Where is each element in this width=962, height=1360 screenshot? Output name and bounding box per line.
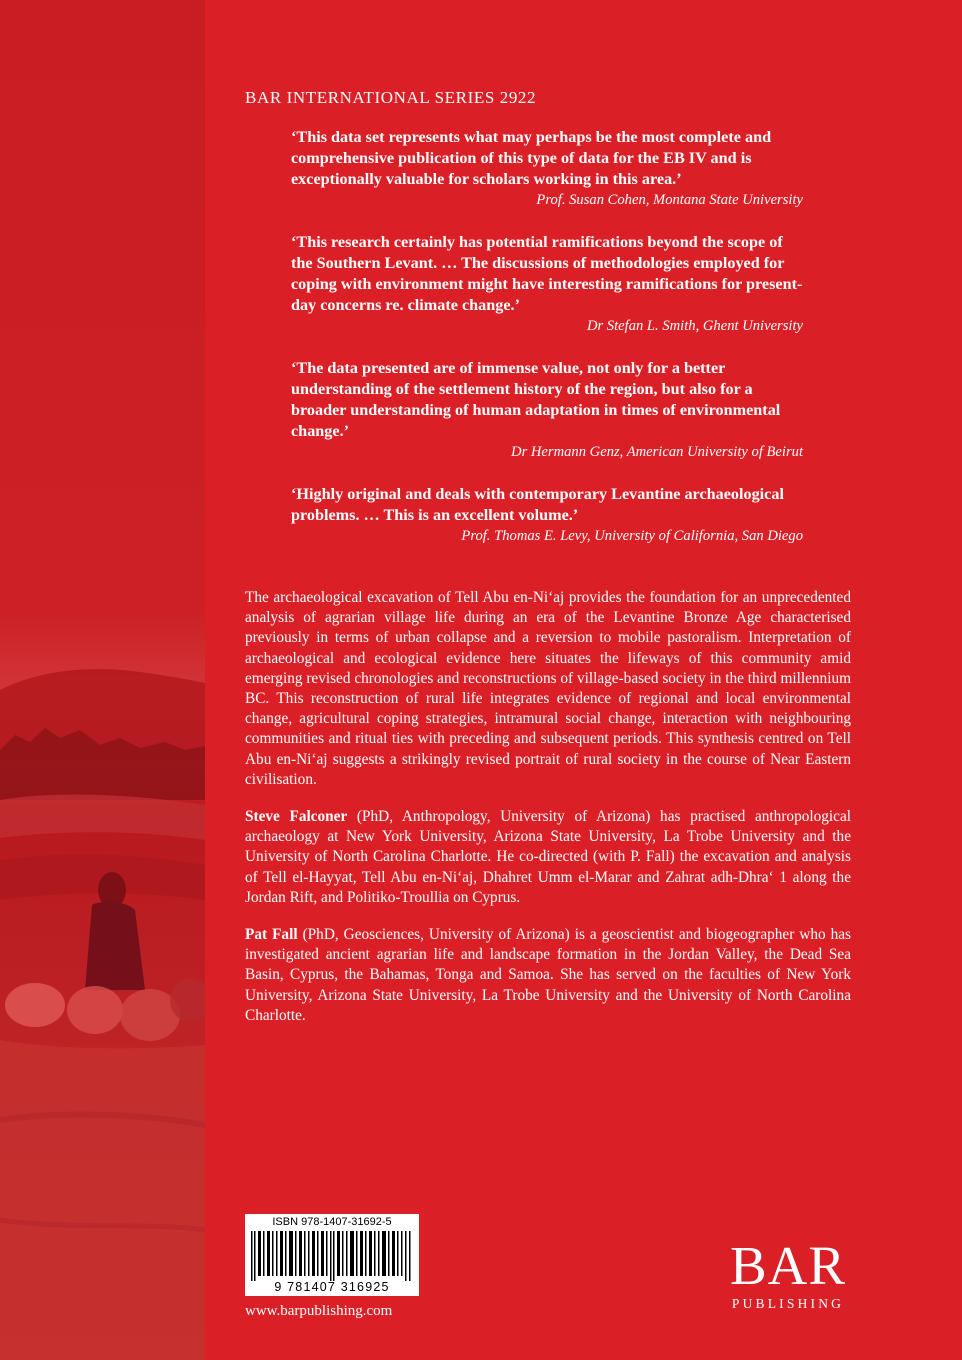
blurb — [245, 588, 851, 1043]
quote-text: ‘Highly original and deals with contemporary Levantine archaeological problems. … This is an excellent volume.’ — [291, 485, 784, 524]
isbn-digits: 9 781407 316925 — [274, 1280, 390, 1294]
quote-text: ‘This research certainly has potential ramifications beyond the scope of the Southern Levant. … The discussions of methodologies employed for coping with environment might have interesting ramifications for present-day concerns re. climate change.’ — [291, 233, 803, 314]
author-name: Pat Fall — [245, 926, 298, 944]
quote-attribution: Dr Hermann Genz, American University of Beirut — [511, 444, 803, 460]
quote-text: ‘The data presented are of immense value, not only for a better understanding of the settlement history of the region, but also for a broader understanding of human adaptation in times of environmental change.’ — [291, 359, 781, 440]
quote-text: ‘This data set represents what may perhaps be the most complete and comprehensive publication of this type of data for the EB IV and is exceptionally valuable for scholars working in this area.’ — [291, 128, 772, 188]
barcode-icon — [251, 1231, 413, 1281]
series-title: BAR INTERNATIONAL SERIES 2922 — [245, 88, 537, 107]
author-bio — [245, 925, 851, 1026]
book-description: The archaeological excavation of Tell Abu en-Ni‘aj provides the foundation for an unprecedented analysis of agrarian village life during an era of the Levantine Bronze Age characterised previously in terms of urban collapse and a reversion to mobile pastoralism. Interpretation of archaeological and ecological evidence here situates the lifeways of this community amid emerging revised chronologies and reconstructions of village-based society in the third millennium BC. This reconstruction of rural life integrates evidence of regional and local environmental change, agricultural coping strategies, intramural social change, interaction with neighbouring communities and ritual ties with preceding and subsequent periods. This synthesis centred on Tell Abu en-Ni‘aj suggests a strikingly revised portrait of rural society in the course of Near Eastern civilisation. — [245, 589, 851, 788]
endorsements — [291, 127, 803, 568]
quote-attribution: Prof. Thomas E. Levy, University of California, San Diego — [461, 528, 803, 544]
cover-photo-band — [0, 0, 205, 1360]
quote-attribution: Dr Stefan L. Smith, Ghent University — [586, 318, 803, 334]
endorsement-quote — [291, 127, 803, 210]
author-bio-text: (PhD, Geosciences, University of Arizona) is a geoscientist and biogeographer who has investigated ancient agrarian life and landscape formation in the Jordan Valley, the Dead Sea Basin, Cyprus, the Bahamas, Tonga and Samoa. She has served on the faculties of New York University, Arizona State University, La Trobe University and the University of North Carolina Charlotte. — [245, 926, 852, 1024]
endorsement-quote — [291, 484, 803, 546]
isbn-barcode — [245, 1214, 419, 1296]
landscape-photo — [0, 0, 205, 1360]
author-bio — [245, 807, 851, 908]
logo-sub-text: PUBLISHING — [731, 1296, 845, 1311]
publisher-website[interactable]: www.barpublishing.com — [245, 1303, 393, 1319]
isbn-label: ISBN 978-1407-31692-5 — [272, 1216, 392, 1228]
author-name: Steve Falconer — [245, 808, 348, 826]
bar-publishing-logo — [722, 1235, 854, 1312]
logo-main-text: BAR — [729, 1235, 847, 1296]
endorsement-quote — [291, 232, 803, 336]
author-bio-text: (PhD, Anthropology, University of Arizona) has practised anthropological archaeology at New York University, Arizona State University, La Trobe University and the University of North Carolina Charlotte. He co-directed (with P. Fall) the excavation and analysis of Tell el-Hayyat, Tell Abu en-Ni‘aj, Dhahret Umm el-Marar and Zahrat adh-Dhra‘ 1 along the Jordan Rift, and Politiko-Troullia on Cyprus. — [245, 808, 851, 906]
endorsement-quote — [291, 358, 803, 462]
quote-attribution: Prof. Susan Cohen, Montana State University — [536, 192, 803, 208]
